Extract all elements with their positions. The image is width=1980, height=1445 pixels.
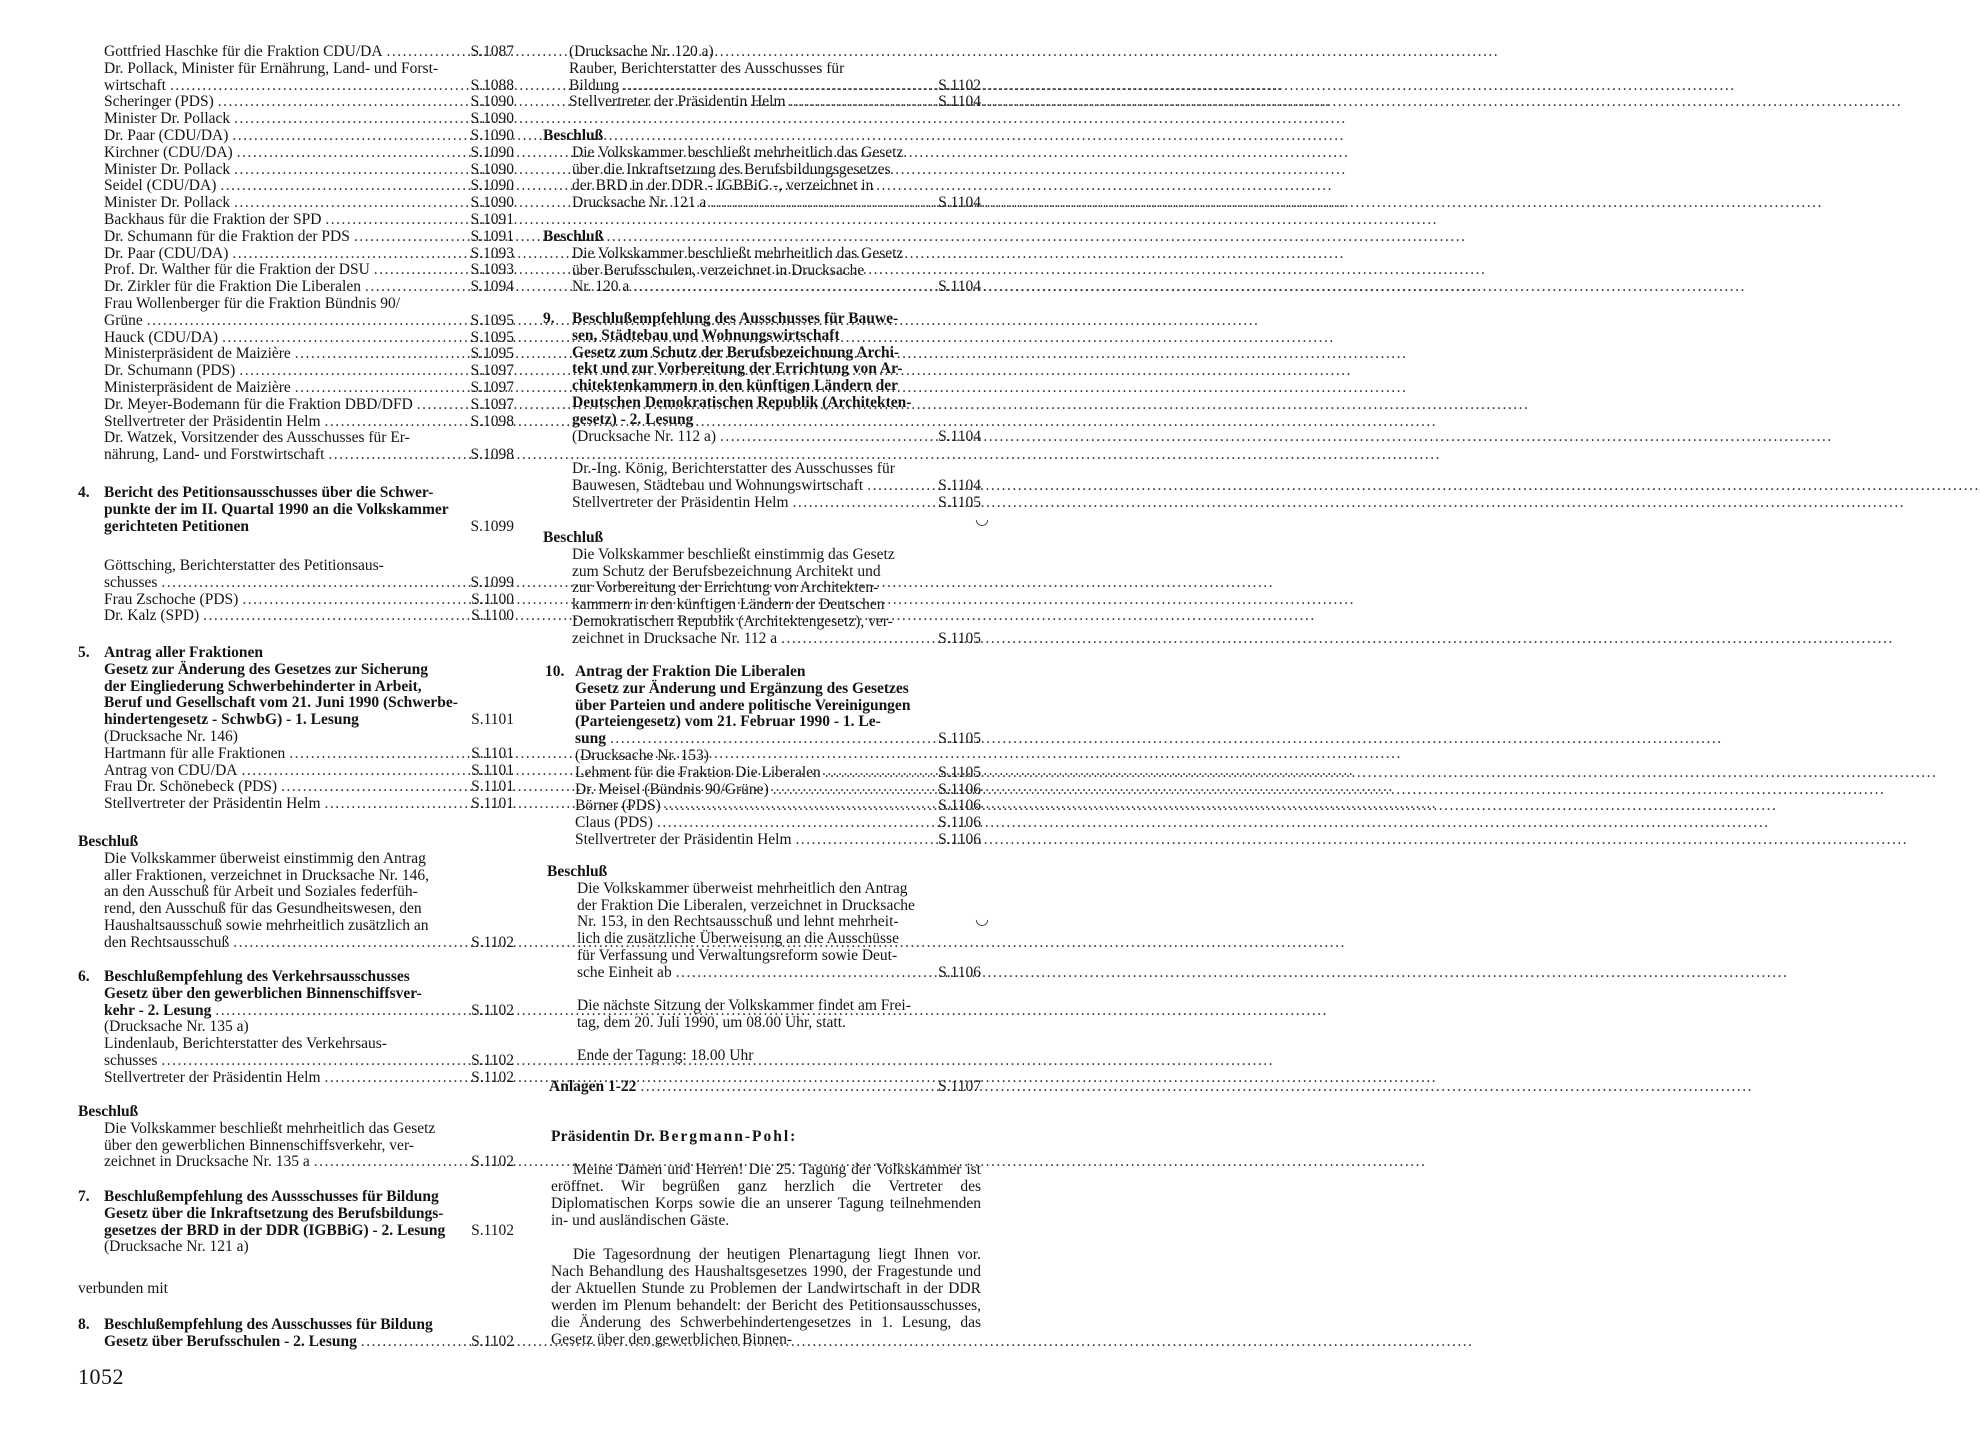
toc-entry-line: Lindenlaub, Berichterstatter des Verkehrsaus- (104, 1035, 387, 1053)
beschluss-line: rend, den Ausschuß für das Gesundheitswesen, den (104, 900, 422, 918)
toc-entry: Börner (PDS) ..... S.1106 (575, 798, 981, 815)
item-title-line: punkte der im II. Quartal 1990 an die Volkskammer (104, 500, 449, 518)
item-number: 5. (78, 644, 90, 661)
toc-entry: Hartmann für alle Fraktionen ..... S.1101 (104, 746, 514, 763)
toc-entry: Stellvertreter der Präsidentin Helm ..... S.1105 (572, 495, 981, 512)
speaker-name: Bergmann-Pohl: (659, 1128, 798, 1145)
item8-continued (543, 44, 981, 111)
item-number: 4. (78, 484, 90, 501)
item-title-line: Beschlußempfehlung des Verkehrsausschusses (104, 968, 410, 985)
item-number: 7. (78, 1188, 90, 1205)
beschluss-line: der Fraktion Die Liberalen, verzeichnet in Drucksache (577, 896, 915, 914)
page-number: 1052 (78, 1364, 124, 1389)
drucksache: (Drucksache Nr. 153) (575, 746, 709, 764)
toc-entry-line: Dr.-Ing. König, Berichterstatter des Ausschusses für (572, 460, 895, 477)
item-title-line: chitektenkammern in den künftigen Ländern der (572, 377, 898, 395)
note-line: Die nächste Sitzung der Volkskammer findet am Frei- (577, 997, 911, 1014)
beschluss-line: Die Volkskammer beschließt mehrheitlich das Gesetz (572, 244, 904, 262)
toc-entry-line: Dr. Pollack, Minister für Ernährung, Land- und Forst- (104, 59, 439, 77)
drucksache: (Drucksache Nr. 146) (104, 727, 238, 745)
speaker-heading (551, 1129, 797, 1146)
beschluss-line: für Verfassung und Verwaltungsreform sowie Deut- (577, 946, 898, 964)
beschluss-heading: Beschluß (547, 863, 608, 880)
toc-entry: wirtschaft ..... S.1088 (104, 78, 514, 95)
beschluss-last-line: Nr. 120 a ..... S.1104 (572, 279, 981, 296)
agenda-item-6 (78, 969, 514, 1087)
toc-entry: Dr. Zirkler für die Fraktion Die Liberalen ..... S.1094 (104, 279, 514, 296)
beschluss-line: Die Volkskammer überweist mehrheitlich den Antrag (577, 879, 908, 897)
item-title-line: gesetzes der BRD in der DDR (IGBBiG) - 2. Lesung S.1102 (104, 1221, 514, 1239)
toc-entry: Gottfried Haschke für die Fraktion CDU/DA ..... S.1087 (104, 44, 514, 61)
toc-entry: Backhaus für die Fraktion der SPD ..... S.1091 (104, 212, 514, 229)
agenda-item-4 (78, 485, 514, 535)
beschluss-8 (543, 229, 981, 296)
toc-entry: Kirchner (CDU/DA) ..... S.1090 (104, 145, 514, 162)
paragraph: Meine Damen und Herren! Die 25. Tagung der Volkskammer ist eröffnet. Wir begrüßen ganz herzlich die Vertreter des Diplomatischen Korps sowie die an unserer Tagung teilnehmenden in- und ausländischen Gäste. (551, 1161, 981, 1229)
item-title-line: gesetz) - 2. Lesung (572, 410, 694, 428)
beschluss-line: über die Inkraftsetzung des Berufsbildungsgesetzes (572, 160, 891, 178)
item-title-line: über Parteien und andere politische Vereinigungen (575, 696, 911, 714)
session-end (543, 1048, 981, 1065)
item-title-line: Gesetz über die Inkraftsetzung des Berufsbildungs- (104, 1204, 444, 1222)
item-title-line: kehr - 2. Lesung ..... S.1102 (104, 1003, 514, 1020)
beschluss-last-line: Drucksache Nr. 121 a ..... S.1104 (572, 195, 981, 212)
item-number: 6. (78, 968, 90, 985)
item-title-line: Antrag aller Fraktionen (104, 644, 264, 661)
speaker-title: Präsidentin Dr. (551, 1128, 656, 1145)
toc-entry: Stellvertreter der Präsidentin Helm ..... S.1106 (575, 832, 981, 849)
beschluss-line: Nr. 153, in den Rechtsausschuß und lehnt mehrheit- (577, 913, 899, 931)
item-number: 9. (543, 310, 555, 327)
drucksache: (Drucksache Nr. 120 a) (569, 43, 714, 60)
speech-paragraph-2 (551, 1246, 981, 1348)
beschluss-last-line: zeichnet in Drucksache Nr. 112 a ..... S.1105 (572, 631, 981, 648)
toc-entry-line: Göttsching, Berichterstatter des Petitionsaus- (104, 557, 384, 574)
beschluss-7 (543, 128, 981, 212)
toc-entry: schusses ..... S.1102 (104, 1053, 514, 1070)
item-title-line: Antrag der Fraktion Die Liberalen (575, 663, 806, 680)
margin-mark: ◡ (975, 511, 989, 528)
item-title-line: der Eingliederung Schwerbehinderter in Arbeit, (104, 677, 422, 695)
toc-entry: Dr. Kalz (SPD) ..... S.1100 (104, 608, 514, 625)
toc-entry: Grüne ..... S.1095 (104, 313, 514, 330)
beschluss-line: zur Vorbereitung der Errichtung von Architekten- (572, 579, 879, 597)
toc-entry: Bauwesen, Städtebau und Wohnungswirtschaft ..... S.1104 (572, 478, 981, 495)
beschluss-line: Die Volkskammer überweist einstimmig den Antrag (104, 849, 426, 867)
beschluss-heading: Beschluß (78, 1103, 139, 1120)
agenda-item-5 (78, 645, 514, 813)
toc-entry: Stellvertreter der Präsidentin Helm ..... S.1098 (104, 414, 514, 431)
toc-entry: Minister Dr. Pollack ..... S.1090 (104, 162, 514, 179)
beschluss-10 (543, 864, 981, 982)
toc-entry: Lehment für die Fraktion Die Liberalen ..... S.1105 (575, 765, 981, 782)
verbunden-text: verbunden mit (78, 1280, 168, 1297)
anlagen-line: Anlagen 1-22 ..... S.1107 (549, 1079, 981, 1096)
agenda-item-10 (543, 664, 981, 849)
toc-entry: Hauck (CDU/DA) ..... S.1095 (104, 330, 514, 347)
toc-entry: Minister Dr. Pollack ..... S.1090 (104, 111, 514, 128)
beschluss-heading: Beschluß (543, 127, 604, 144)
beschluss-last-line: den Rechtsausschuß ..... S.1102 (104, 935, 514, 952)
speaker-list-top (78, 44, 514, 464)
beschluss-line: Die Volkskammer beschließt mehrheitlich das Gesetz (104, 1119, 436, 1137)
agenda-item-9 (543, 311, 981, 445)
speech-paragraph-1 (551, 1161, 981, 1229)
beschluss-last-line: zeichnet in Drucksache Nr. 135 a ..... S.1102 (104, 1154, 514, 1171)
toc-entry: Scheringer (PDS) ..... S.1090 (104, 94, 514, 111)
margin-mark: ◡ (975, 911, 989, 928)
session-end-text: Ende der Tagung: 18.00 Uhr (577, 1047, 754, 1064)
item-title-line: hindertengesetz - SchwbG) - 1. Lesung S.1101 (104, 711, 514, 729)
beschluss-line: der BRD in der DDR - IGBBiG -, verzeichnet in (572, 177, 874, 195)
item-title-line: tekt und zur Vorbereitung der Errichtung von Ar- (572, 360, 903, 378)
item-title-line: Gesetz über Berufsschulen - 2. Lesung ..... S.1102 (104, 1334, 514, 1351)
item-title-line: Beschlußempfehlung des Aussschusses für Bildung (104, 1188, 439, 1205)
beschluss-line: über den gewerblichen Binnenschiffsverkehr, ver- (104, 1136, 414, 1154)
toc-entry-line: Frau Wollenberger für die Fraktion Bündnis 90/ (104, 294, 401, 312)
toc-entry: Prof. Dr. Walther für die Fraktion der DSU ..... S.1093 (104, 262, 514, 279)
agenda-item-8 (78, 1317, 514, 1351)
toc-entry: Stellvertreter der Präsidentin Helm ..... S.1104 (569, 94, 981, 111)
toc-entry: Stellvertreter der Präsidentin Helm ..... S.1102 (104, 1070, 514, 1087)
item-title-line: sung ..... S.1105 (575, 731, 981, 748)
beschluss-last-line: sche Einheit ab ..... S.1106 (577, 965, 981, 982)
agenda-item-7 (78, 1189, 514, 1256)
drucksache: (Drucksache Nr. 135 a) (104, 1018, 249, 1036)
item-title-line: gerichteten Petitionen S.1099 (104, 517, 514, 535)
beschluss-heading: Beschluß (543, 228, 604, 245)
toc-entry: Ministerpräsident de Maizière ..... S.1097 (104, 380, 514, 397)
item-title-line: Gesetz über den gewerblichen Binnenschiffsver- (104, 984, 422, 1002)
item-title-line: Bericht des Petitionsausschusses über die Schwer- (104, 484, 434, 501)
toc-entry: Ministerpräsident de Maizière ..... S.1095 (104, 346, 514, 363)
beschluss-line: Die Volkskammer beschließt einstimmig das Gesetz (572, 545, 895, 563)
beschluss-heading: Beschluß (78, 833, 139, 850)
item-number: 10. (545, 663, 565, 680)
note-line: tag, dem 20. Juli 1990, um 08.00 Uhr, statt. (577, 1013, 846, 1031)
toc-entry: schusses ..... S.1099 (104, 575, 514, 592)
drucksache: (Drucksache Nr. 121 a) (104, 1238, 249, 1256)
toc-entry: Antrag von CDU/DA ..... S.1101 (104, 763, 514, 780)
toc-entry: Minister Dr. Pollack ..... S.1090 (104, 195, 514, 212)
item-title-line: Beschlußempfehlung des Ausschusses für Bauwe- (572, 310, 899, 327)
toc-entry: nährung, Land- und Forstwirtschaft ..... S.1098 (104, 447, 514, 464)
toc-entry: Stellvertreter der Präsidentin Helm ..... S.1101 (104, 796, 514, 813)
toc-entry: Dr. Schumann für die Fraktion der PDS ..... S.1091 (104, 229, 514, 246)
drucksache-entry: (Drucksache Nr. 112 a) ..... S.1104 (572, 429, 981, 446)
anlagen-entry (543, 1079, 981, 1096)
item9-speakers (543, 461, 981, 511)
beschluss-heading: Beschluß (543, 529, 604, 546)
beschluss-line: kammern in den künftigen Ländern der Deutschen (572, 596, 885, 614)
toc-entry: Frau Zschoche (PDS) ..... S.1100 (104, 592, 514, 609)
item4-speakers (78, 558, 514, 625)
beschluss-line: Demokratischen Republik (Architektengesetz), ver- (572, 612, 893, 630)
item-title-line: sen, Städtebau und Wohnungswirtschaft (572, 326, 840, 344)
toc-entry: Seidel (CDU/DA) ..... S.1090 (104, 178, 514, 195)
beschluss-9 (543, 530, 981, 648)
item-title-line: (Parteiengesetz) vom 21. Februar 1990 - 1. Le- (575, 713, 881, 731)
toc-entry: Dr. Meyer-Bodemann für die Fraktion DBD/DFD ..... S.1097 (104, 397, 514, 414)
toc-entry-line: Rauber, Berichterstatter des Ausschusses für (569, 59, 845, 77)
next-session-note (543, 998, 981, 1032)
beschluss-line: Die Volkskammer beschließt mehrheitlich das Gesetz (572, 143, 904, 161)
beschluss-line: Haushaltsausschuß sowie mehrheitlich zusätzlich an (104, 916, 429, 934)
toc-entry: Dr. Paar (CDU/DA) ..... S.1093 (104, 246, 514, 263)
toc-entry: Claus (PDS) ..... S.1106 (575, 815, 981, 832)
beschluss-6 (78, 1104, 514, 1171)
toc-entry: Dr. Meisel (Bündnis 90/Grüne) ..... S.1106 (575, 782, 981, 799)
beschluss-line: über Berufsschulen, verzeichnet in Drucksache (572, 261, 865, 279)
item-title-line: Gesetz zur Änderung des Gesetzes zur Sicherung (104, 660, 429, 678)
beschluss-line: aller Fraktionen, verzeichnet in Drucksache Nr. 146, (104, 866, 429, 884)
toc-entry: Dr. Schumann (PDS) ..... S.1097 (104, 363, 514, 380)
toc-entry-line: Dr. Watzek, Vorsitzender des Ausschusses für Er- (104, 429, 410, 447)
toc-entry: Bildung ..... S.1102 (569, 78, 981, 95)
toc-entry: Frau Dr. Schönebeck (PDS) ..... S.1101 (104, 779, 514, 796)
item-title-line: Gesetz zum Schutz der Berufsbezeichnung Archi- (572, 343, 900, 361)
toc-entry: Dr. Paar (CDU/DA) ..... S.1090 (104, 128, 514, 145)
item-title-line: Gesetz zur Änderung und Ergänzung des Gesetzes (575, 679, 909, 697)
beschluss-5 (78, 834, 514, 952)
beschluss-line: an den Ausschuß für Arbeit und Soziales federfüh- (104, 883, 418, 901)
verbunden-mit (78, 1281, 514, 1298)
item-title-line: Beschlußempfehlung des Ausschusses für Bildung (104, 1316, 433, 1333)
paragraph: Die Tagesordnung der heutigen Plenartagung liegt Ihnen vor. Nach Behandlung des Haushaltsgesetzes 1990, der Fragestunde und der Aktuellen Stunde zu Problemen der Landwirtschaft in der DDR werden im Plenum behandelt: der Bericht des Petitionsausschusses, die Änderung des Schwerbehindertengesetzes in 1. Lesung, das Gesetz über den gewerblichen Binnen- (551, 1246, 981, 1348)
item-number: 8. (78, 1316, 90, 1333)
item-title-line: Beruf und Gesellschaft vom 21. Juni 1990 (Schwerbe- (104, 694, 458, 712)
beschluss-line: lich die zusätzliche Überweisung an die Ausschüsse (577, 930, 899, 948)
beschluss-line: zum Schutz der Berufsbezeichnung Architekt und (572, 562, 881, 580)
item-title-line: Deutschen Demokratischen Republik (Architekten- (572, 393, 912, 411)
